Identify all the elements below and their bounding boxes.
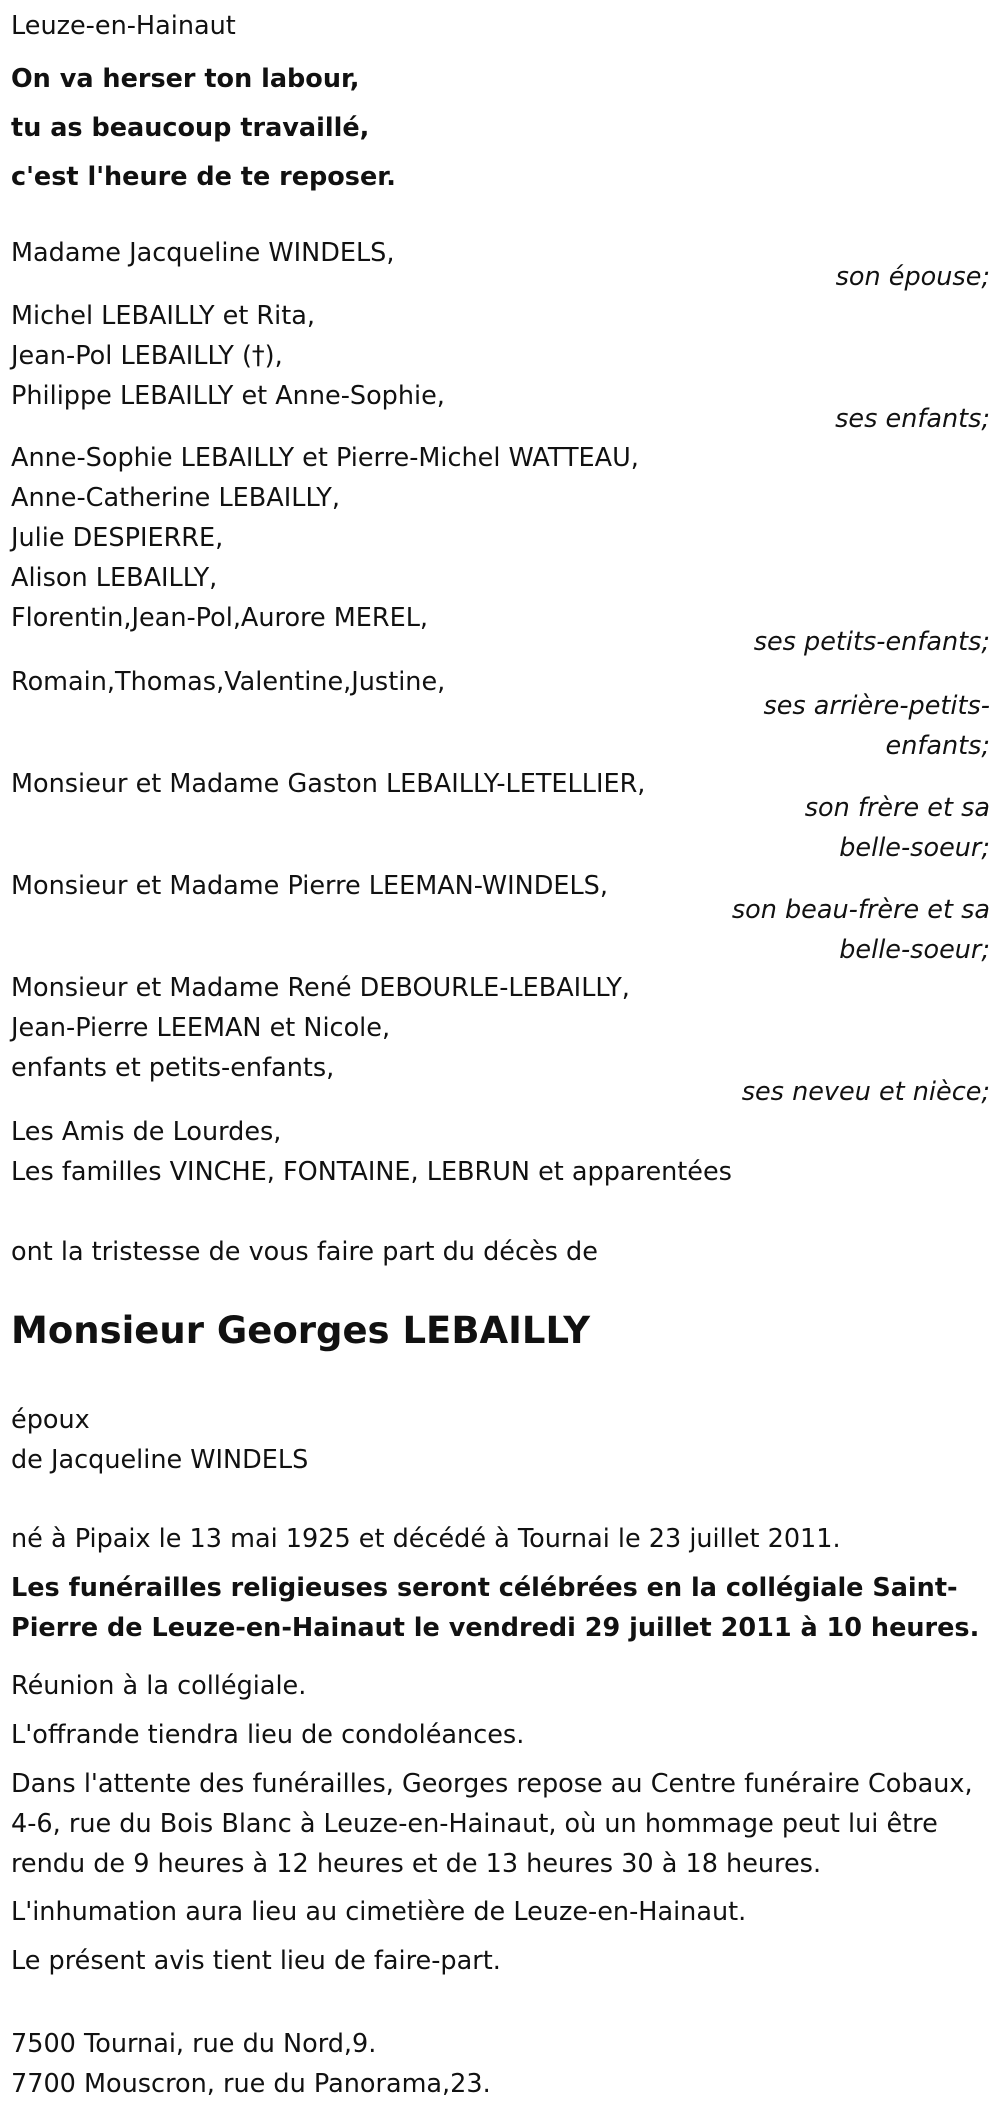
family-name: Jean-Pol LEBAILLY (†), [11, 341, 283, 371]
family-grandchildren [11, 438, 991, 638]
poem-line: tu as beaucoup travaillé, [11, 113, 370, 143]
birth-death: né à Pipaix le 13 mai 1925 et décédé à Tournai le 23 juillet 2011. [11, 1524, 841, 1554]
burial-info: L'inhumation aura lieu au cimetière de Leuze-en-Hainaut. [11, 1897, 747, 1927]
relation-children: ses enfants; [835, 404, 990, 434]
location-header [11, 6, 991, 46]
family-name: Philippe LEBAILLY et Anne-Sophie, [11, 381, 445, 411]
family-name: Les familles VINCHE, FONTAINE, LEBRUN et apparentées [11, 1157, 732, 1187]
location-text: Leuze-en-Hainaut [11, 11, 236, 41]
family-name: Anne-Catherine LEBAILLY, [11, 483, 340, 513]
funeral-info: Les funérailles religieuses seront célébrées en la collégiale Saint-Pierre de Leuze-en-Hainaut le vendredi 29 juillet 2011 à 10 heures. [11, 1573, 980, 1643]
relation-brother: son frère et sa belle-soeur; [804, 793, 990, 863]
spouse-of-line: époux [11, 1405, 90, 1435]
family-name: Romain,Thomas,Valentine,Justine, [11, 667, 446, 697]
family-name: Florentin,Jean-Pol,Aurore MEREL, [11, 603, 429, 633]
address-line: 7700 Mouscron, rue du Panorama,23. [11, 2069, 491, 2099]
poem-line: c'est l'heure de te reposer. [11, 162, 396, 192]
spouse-of [11, 1400, 991, 1480]
family-children [11, 296, 991, 416]
relation-great-grandchildren: ses arrière-petits-enfants; [763, 691, 990, 761]
relation-spouse: son épouse; [835, 262, 990, 292]
family-name: Monsieur et Madame Pierre LEEMAN-WINDELS, [11, 871, 608, 901]
addresses [11, 2024, 991, 2104]
offering-info: L'offrande tiendra lieu de condoléances. [11, 1720, 525, 1750]
family-name: enfants et petits-enfants, [11, 1053, 335, 1083]
family-nephews [11, 968, 991, 1088]
announcement [11, 1232, 991, 1272]
relation-grandchildren: ses petits-enfants; [753, 627, 990, 657]
deceased-name: Monsieur Georges LEBAILLY [11, 1309, 591, 1352]
relation-brother-in-law: son beau-frère et sa belle-soeur; [731, 895, 990, 965]
family-name: Monsieur et Madame René DEBOURLE-LEBAILLY, [11, 973, 630, 1003]
notice-info: Le présent avis tient lieu de faire-part. [11, 1946, 501, 1976]
spouse-of-line: de Jacqueline WINDELS [11, 1445, 309, 1475]
family-name: Les Amis de Lourdes, [11, 1117, 282, 1147]
family-name: Anne-Sophie LEBAILLY et Pierre-Michel WATTEAU, [11, 443, 639, 473]
family-name: Michel LEBAILLY et Rita, [11, 301, 315, 331]
family-name: Jean-Pierre LEEMAN et Nicole, [11, 1013, 391, 1043]
address-line: 7500 Tournai, rue du Nord,9. [11, 2029, 377, 2059]
family-name: Alison LEBAILLY, [11, 563, 218, 593]
family-name: Julie DESPIERRE, [11, 523, 224, 553]
family-name: Madame Jacqueline WINDELS, [11, 238, 395, 268]
reunion-info: Réunion à la collégiale. [11, 1671, 307, 1701]
relation-nephews: ses neveu et nièce; [741, 1077, 990, 1107]
poem [11, 55, 991, 202]
family-others [11, 1112, 991, 1192]
poem-line: On va herser ton labour, [11, 64, 360, 94]
family-name: Monsieur et Madame Gaston LEBAILLY-LETELLIER, [11, 769, 646, 799]
announcement-text: ont la tristesse de vous faire part du décès de [11, 1237, 598, 1267]
waiting-info: Dans l'attente des funérailles, Georges repose au Centre funéraire Cobaux, 4-6, rue du Bois Blanc à Leuze-en-Hainaut, où un hommage peut lui être rendu de 9 heures à 12 heures et de 13 heures 30 à 18 heures. [11, 1769, 973, 1879]
